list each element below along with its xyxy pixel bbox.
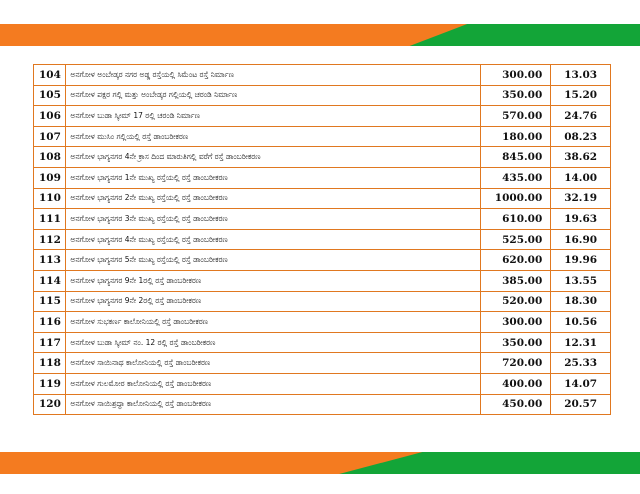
amount-cell: 620.00 [481,250,551,271]
amount-cell: 350.00 [481,332,551,353]
percent-cell: 12.31 [551,332,611,353]
work-description: ಅನಗೋಳ ಭಾಗ್ಯನಗರ 2ನೇ ಮುಖ್ಯ ರಸ್ತೆಯಲ್ಲಿ ರಸ್ತೆ ಡಾಂಬರೀಕರಣ [66,188,481,209]
work-description: ಅನಗೋಳ ಅಂಬೇಡ್ಕರ ನಗರ ಅಡ್ಡ ರಸ್ತೆಯಲ್ಲಿ ಸಿಮೆಂಟ ರಸ್ತೆ ನಿರ್ಮಾಣ [66,65,481,86]
percent-cell: 10.56 [551,312,611,333]
table-row [34,65,611,86]
work-description: ಅನಗೋಳ ಮುಸಿಂ ಗಲ್ಲಿಯಲ್ಲಿ ರಸ್ತೆ ಡಾಂಬರೀಕರಣ [66,126,481,147]
percent-cell: 25.33 [551,353,611,374]
row-number: 110 [34,188,66,209]
row-number: 109 [34,167,66,188]
table-row [34,332,611,353]
row-number: 118 [34,353,66,374]
amount-cell: 435.00 [481,167,551,188]
percent-cell: 19.63 [551,209,611,230]
work-description: ಅನಗೋಳ ಭಾಗ್ಯನಗರ 1ನೇ ಮುಖ್ಯ ರಸ್ತೆಯಲ್ಲಿ ರಸ್ತೆ ಡಾಂಬರೀಕರಣ [66,167,481,188]
row-number: 113 [34,250,66,271]
table-row [34,353,611,374]
amount-cell: 520.00 [481,291,551,312]
work-description: ಅನಗೋಳ ಭಾಗ್ಯನಗರ 4ನೇ ಕ್ರಾಸ ದಿಂದ ಮಾರುತಿಗಲ್ಲಿ ವರೆಗೆ ರಸ್ತೆ ಡಾಂಬರೀಕರಣ [66,147,481,168]
table-row [34,126,611,147]
row-number: 116 [34,312,66,333]
work-description: ಅನಗೋಳ ಗುಲಮೋರ ಕಾಲೋನಿಯಲ್ಲಿ ರಸ್ತೆ ಡಾಂಬರೀಕರಣ [66,373,481,394]
work-description: ಅನಗೋಳ ಬುಡಾ ಸ್ಕೀಮ್ 17 ರಲ್ಲಿ ಚರಂಡಿ ನಿರ್ಮಾಣ [66,106,481,127]
work-description: ಅನಗೋಳ ಬುಡಾ ಸ್ಕೀಮ್ ನಂ. 12 ರಲ್ಲಿ ರಸ್ತೆ ಡಾಂಬರೀಕರಣ [66,332,481,353]
work-description: ಅನಗೋಳ ಭಾಗ್ಯನಗರ 9ನೇ 1ರಲ್ಲಿ ರಸ್ತೆ ಡಾಂಬರೀಕರಣ [66,270,481,291]
table-row [34,188,611,209]
percent-cell: 18.30 [551,291,611,312]
percent-cell: 20.57 [551,394,611,415]
table-row [34,147,611,168]
percent-cell: 08.23 [551,126,611,147]
row-number: 105 [34,85,66,106]
row-number: 119 [34,373,66,394]
table-row [34,209,611,230]
row-number: 106 [34,106,66,127]
amount-cell: 350.00 [481,85,551,106]
percent-cell: 14.07 [551,373,611,394]
percent-cell: 32.19 [551,188,611,209]
amount-cell: 300.00 [481,65,551,86]
amount-cell: 300.00 [481,312,551,333]
table-row [34,85,611,106]
row-number: 120 [34,394,66,415]
amount-cell: 570.00 [481,106,551,127]
works-table [33,64,611,415]
amount-cell: 180.00 [481,126,551,147]
table-row [34,394,611,415]
bottom-decorative-band [0,452,640,474]
work-description: ಅನಗೋಳ ಸುಭಕರ್ಣ ಕಾಲೋನಿಯಲ್ಲಿ ರಸ್ತೆ ಡಾಂಬರೀಕರಣ [66,312,481,333]
percent-cell: 38.62 [551,147,611,168]
work-description: ಅನಗೋಳ ಪಕ್ಷರ ಗಲ್ಲಿ ಮತ್ತು ಅಂಬೇಡ್ಕರ ಗಲ್ಲಿಯಲ್ಲಿ ಚರಂಡಿ ನಿರ್ಮಾಣ [66,85,481,106]
percent-cell: 24.76 [551,106,611,127]
amount-cell: 1000.00 [481,188,551,209]
works-table-body [34,65,611,415]
percent-cell: 19.96 [551,250,611,271]
work-description: ಅನಗೋಳ ಭಾಗ್ಯನಗರ 5ನೇ ಮುಖ್ಯ ರಸ್ತೆಯಲ್ಲಿ ರಸ್ತೆ ಡಾಂಬರೀಕರಣ [66,250,481,271]
table-row [34,250,611,271]
table-row [34,229,611,250]
table-row [34,312,611,333]
table-row [34,167,611,188]
work-description: ಅನಗೋಳ ಭಾಗ್ಯನಗರ 9ನೇ 2ರಲ್ಲಿ ರಸ್ತೆ ಡಾಂಬರೀಕರಣ [66,291,481,312]
row-number: 108 [34,147,66,168]
row-number: 117 [34,332,66,353]
percent-cell: 15.20 [551,85,611,106]
amount-cell: 610.00 [481,209,551,230]
row-number: 115 [34,291,66,312]
table-row [34,106,611,127]
row-number: 107 [34,126,66,147]
work-description: ಅನಗೋಳ ಸಾಯಿನಾಥ ಕಾಲೋನಿಯಲ್ಲಿ ರಸ್ತೆ ಡಾಂಬರೀಕರಣ [66,353,481,374]
amount-cell: 720.00 [481,353,551,374]
row-number: 111 [34,209,66,230]
work-description: ಅನಗೋಳ ಭಾಗ್ಯನಗರ 4ನೇ ಮುಖ್ಯ ರಸ್ತೆಯಲ್ಲಿ ರಸ್ತೆ ಡಾಂಬರೀಕರಣ [66,229,481,250]
row-number: 104 [34,65,66,86]
row-number: 112 [34,229,66,250]
work-description: ಅನಗೋಳ ಸಾಯಿಶ್ರದ್ಧಾ ಕಾಲೋನಿಯಲ್ಲಿ ರಸ್ತೆ ಡಾಂಬರೀಕರಣ [66,394,481,415]
table-row [34,291,611,312]
row-number: 114 [34,270,66,291]
amount-cell: 400.00 [481,373,551,394]
work-description: ಅನಗೋಳ ಭಾಗ್ಯನಗರ 3ನೇ ಮುಖ್ಯ ರಸ್ತೆಯಲ್ಲಿ ರಸ್ತೆ ಡಾಂಬರೀಕರಣ [66,209,481,230]
percent-cell: 13.55 [551,270,611,291]
table-row [34,270,611,291]
table-row [34,373,611,394]
amount-cell: 845.00 [481,147,551,168]
percent-cell: 13.03 [551,65,611,86]
amount-cell: 450.00 [481,394,551,415]
percent-cell: 14.00 [551,167,611,188]
amount-cell: 385.00 [481,270,551,291]
amount-cell: 525.00 [481,229,551,250]
top-decorative-band [0,24,640,46]
percent-cell: 16.90 [551,229,611,250]
